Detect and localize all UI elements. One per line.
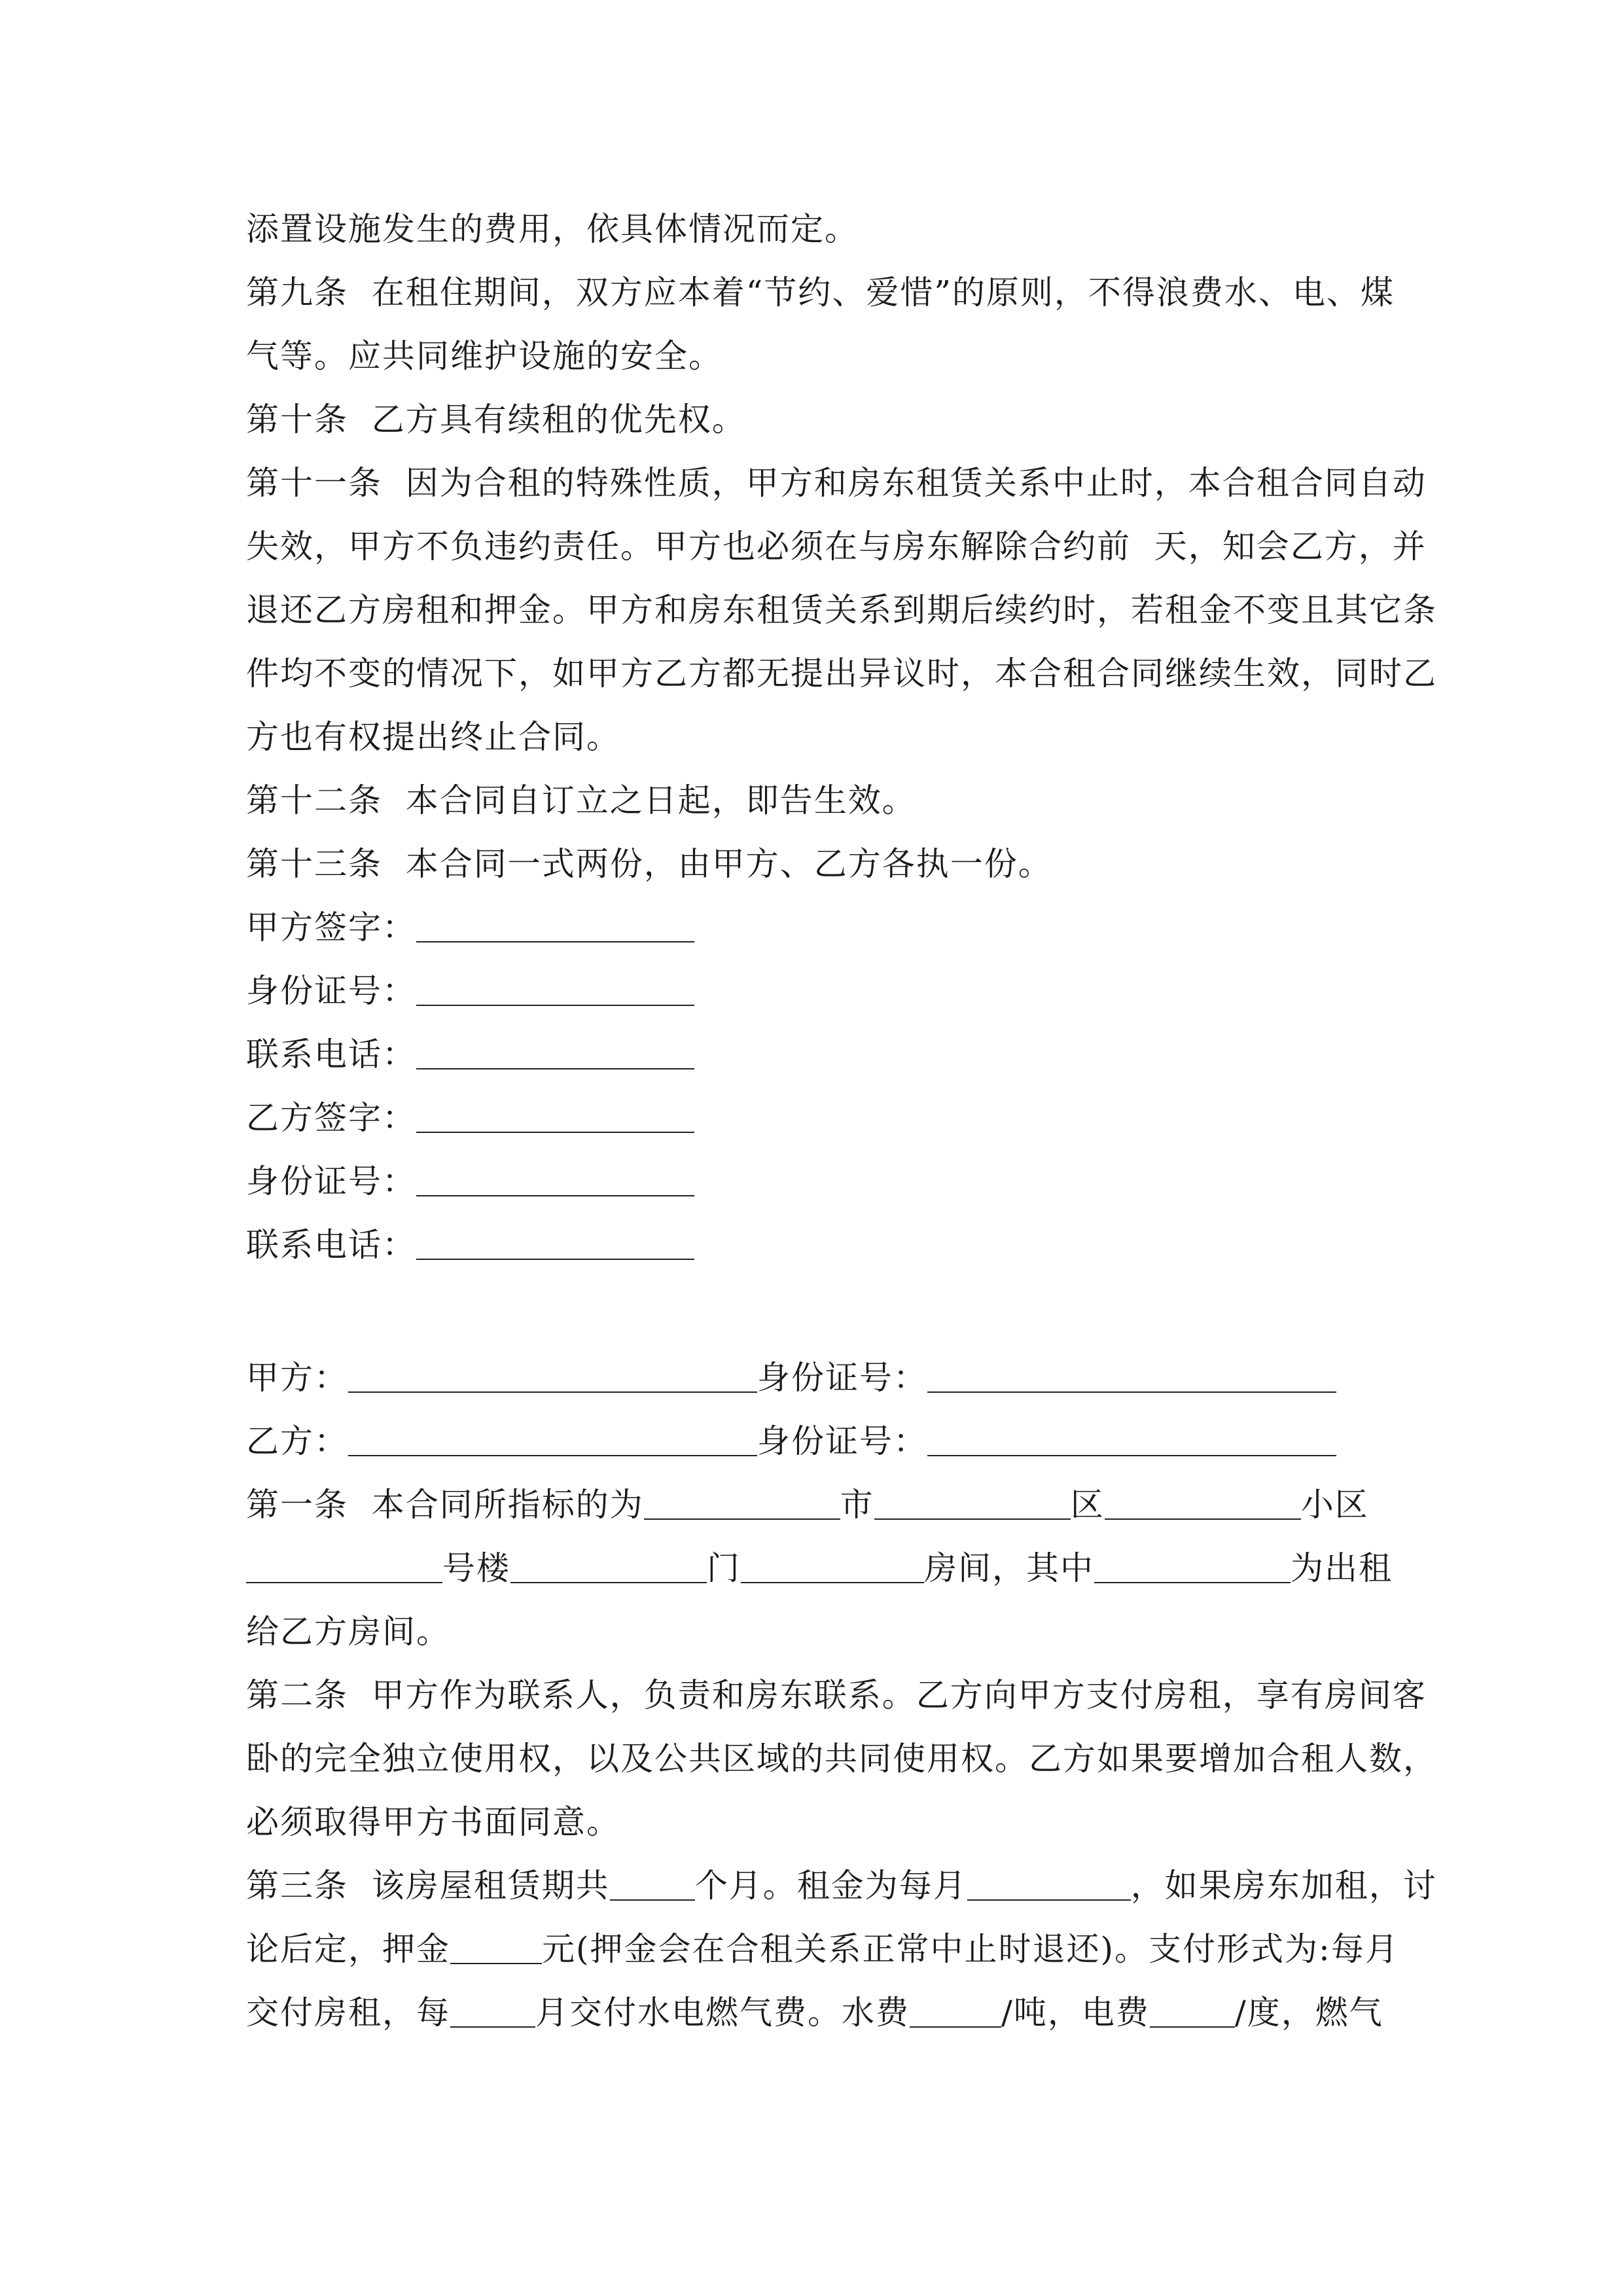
article-1-line-2 xyxy=(246,1547,1393,1589)
text-line: 添置设施发生的费用，依具体情况而定。 xyxy=(246,210,859,248)
text-line: 给乙方房间。 xyxy=(246,1613,450,1651)
article-3-text: 论后定，押金 xyxy=(246,1930,450,1968)
party-b-phone-label: 联系电话： xyxy=(246,1226,416,1264)
party-a-phone-field[interactable] xyxy=(416,1037,694,1069)
community-label: 小区 xyxy=(1300,1486,1369,1524)
header-party-a-row xyxy=(246,1357,1336,1399)
party-a-id-label: 身份证号： xyxy=(757,1359,927,1397)
article-3-text: 月交付水电燃气费。水费 xyxy=(535,1994,910,2032)
utility-months-field[interactable] xyxy=(450,1995,535,2028)
text-line: 方也有权提出终止合同。 xyxy=(246,718,620,756)
party-a-name-field[interactable] xyxy=(348,1360,757,1393)
article-3-text: /度，燃气 xyxy=(1234,1994,1383,2032)
deposit-field[interactable] xyxy=(450,1931,542,1964)
article-3-line-2 xyxy=(246,1928,1399,1970)
party-b-id-field[interactable] xyxy=(927,1424,1336,1456)
article-3-line-1 xyxy=(246,1865,1437,1907)
text-line: 第九条 在租住期间，双方应本着“节约、爱惜”的原则，不得浪费水、电、煤 xyxy=(246,274,1395,312)
water-fee-field[interactable] xyxy=(910,1995,1001,2028)
electricity-fee-field[interactable] xyxy=(1150,1995,1235,2028)
rent-room-field[interactable] xyxy=(1094,1551,1291,1583)
district-field[interactable] xyxy=(874,1487,1071,1520)
text-line: 第十三条 本合同一式两份，由甲方、乙方各执一份。 xyxy=(246,845,1052,883)
lease-months-field[interactable] xyxy=(610,1868,695,1901)
text-line: 第十一条 因为合租的特殊性质，甲方和房东租赁关系中止时，本合租合同自动 xyxy=(246,464,1427,502)
room-field[interactable] xyxy=(741,1551,924,1583)
text-line: 卧的完全独立使用权，以及公共区域的共同使用权。乙方如果要增加合租人数， xyxy=(246,1740,1437,1778)
article-3-text: 第三条 该房屋租赁期共 xyxy=(246,1867,610,1905)
article-3-text: /吨，电费 xyxy=(1001,1994,1150,2032)
room-label: 房间，其中 xyxy=(924,1549,1094,1587)
text-line: 第十条 乙方具有续租的优先权。 xyxy=(246,401,746,439)
party-a-id-field[interactable] xyxy=(416,973,694,1006)
party-a-id-field[interactable] xyxy=(927,1360,1336,1393)
community-field[interactable] xyxy=(1105,1487,1301,1520)
building-label: 号楼 xyxy=(442,1549,510,1587)
text-line: 件均不变的情况下，如甲方乙方都无提出异议时，本合租合同继续生效，同时乙 xyxy=(246,655,1437,692)
city-label: 市 xyxy=(840,1486,874,1524)
party-b-id-row xyxy=(246,1160,694,1202)
party-b-id-field[interactable] xyxy=(416,1164,694,1196)
text-line: 退还乙方房租和押金。甲方和房东租赁关系到期后续约时，若租金不变且其它条 xyxy=(246,591,1437,629)
party-a-label: 甲方： xyxy=(246,1359,348,1397)
party-a-id-label: 身份证号： xyxy=(246,972,416,1010)
text-line: 第二条 甲方作为联系人，负责和房东联系。乙方向甲方支付房租，享有房间客 xyxy=(246,1676,1427,1714)
text-line: 气等。应共同维护设施的安全。 xyxy=(246,337,722,375)
article-3-text: 元(押金会在合租关系正常中止时退还)。支付形式为:每月 xyxy=(542,1930,1399,1968)
city-field[interactable] xyxy=(644,1487,840,1520)
party-a-phone-row xyxy=(246,1033,694,1075)
monthly-rent-field[interactable] xyxy=(967,1868,1131,1901)
article-1-line-1 xyxy=(246,1484,1369,1526)
party-a-signature-row xyxy=(246,906,694,948)
door-label: 门 xyxy=(707,1549,741,1587)
building-field[interactable] xyxy=(246,1551,442,1583)
party-a-signature-label: 甲方签字： xyxy=(246,908,416,946)
text-line: 第十二条 本合同自订立之日起，即告生效。 xyxy=(246,781,916,819)
party-b-id-label: 身份证号： xyxy=(757,1422,927,1460)
header-party-b-row xyxy=(246,1420,1336,1462)
party-a-signature-field[interactable] xyxy=(416,910,694,942)
article-1-prefix: 第一条 本合同所指标的为 xyxy=(246,1486,644,1524)
party-b-label: 乙方： xyxy=(246,1422,348,1460)
party-a-id-row xyxy=(246,970,694,1012)
party-b-signature-field[interactable] xyxy=(416,1100,694,1133)
article-3-text: ，如果房东加租，讨 xyxy=(1130,1867,1437,1905)
article-3-text: 交付房租，每 xyxy=(246,1994,450,2032)
party-b-phone-field[interactable] xyxy=(416,1227,694,1260)
party-b-signature-label: 乙方签字： xyxy=(246,1099,416,1137)
district-label: 区 xyxy=(1070,1486,1105,1524)
party-b-signature-row xyxy=(246,1097,694,1139)
article-3-text: 个月。租金为每月 xyxy=(694,1867,967,1905)
party-b-id-label: 身份证号： xyxy=(246,1162,416,1200)
text-line: 必须取得甲方书面同意。 xyxy=(246,1803,620,1841)
party-a-phone-label: 联系电话： xyxy=(246,1035,416,1073)
party-b-phone-row xyxy=(246,1224,694,1266)
door-field[interactable] xyxy=(510,1551,707,1583)
article-3-line-3 xyxy=(246,1992,1383,2034)
text-line: 失效，甲方不负违约责任。甲方也必须在与房东解除合约前 天，知会乙方，并 xyxy=(246,528,1427,565)
for-rent-label: 为出租 xyxy=(1291,1549,1393,1587)
party-b-name-field[interactable] xyxy=(348,1424,757,1456)
